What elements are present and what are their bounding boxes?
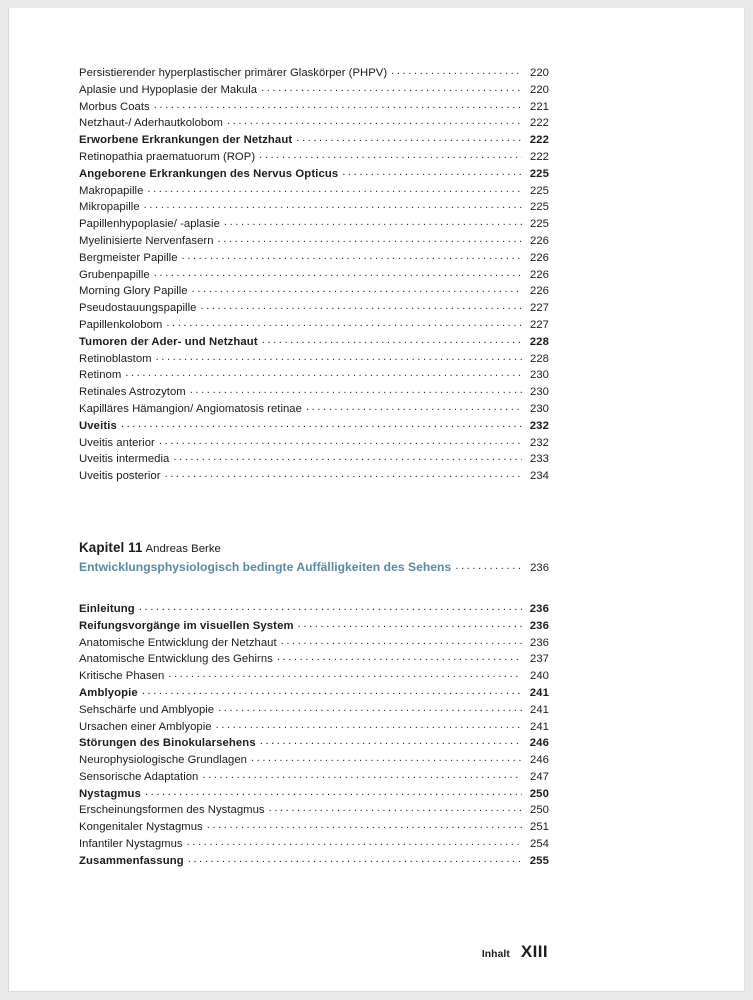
toc-entry[interactable] xyxy=(79,351,549,368)
toc-entry-page-number: 255 xyxy=(529,854,549,867)
toc-entry-label: Tumoren der Ader- und Netzhaut xyxy=(79,335,258,348)
toc-entry-label: Netzhaut-/ Aderhautkolobom xyxy=(79,117,223,130)
toc-entry-label: Uveitis posterior xyxy=(79,470,161,483)
toc-entry[interactable] xyxy=(79,853,549,870)
toc-entry-label: Nystagmus xyxy=(79,787,141,800)
toc-entry-page-number: 236 xyxy=(529,602,549,615)
dot-leader xyxy=(173,451,522,462)
toc-entry-page-number: 241 xyxy=(530,703,549,716)
toc-entry[interactable] xyxy=(79,702,549,719)
dot-leader xyxy=(166,317,522,328)
toc-entry-page-number: 241 xyxy=(529,686,549,699)
toc-entry-page-number: 228 xyxy=(530,352,549,365)
dot-leader xyxy=(259,149,522,160)
toc-entry-page-number: 232 xyxy=(529,419,549,432)
toc-entry-label: Uveitis anterior xyxy=(79,436,155,449)
toc-entry-page-number: 237 xyxy=(530,653,549,666)
toc-entry[interactable] xyxy=(79,115,549,132)
dot-leader xyxy=(200,300,522,311)
dot-leader xyxy=(139,601,522,612)
toc-entry[interactable] xyxy=(79,300,549,317)
chapter-title-spacer xyxy=(79,579,549,601)
toc-section-continued xyxy=(79,65,549,485)
toc-entry[interactable] xyxy=(79,132,549,149)
dot-leader xyxy=(154,267,522,278)
toc-entry[interactable] xyxy=(79,752,549,769)
toc-entry-page-number: 225 xyxy=(530,218,549,231)
toc-entry[interactable] xyxy=(79,769,549,786)
toc-entry-page-number: 233 xyxy=(530,453,549,466)
toc-entry-label: Bergmeister Papille xyxy=(79,251,178,264)
dot-leader xyxy=(142,685,522,696)
toc-entry[interactable] xyxy=(79,166,549,183)
toc-entry[interactable] xyxy=(79,199,549,216)
toc-entry-label: Retinom xyxy=(79,369,122,382)
toc-entry[interactable] xyxy=(79,601,549,618)
dot-leader xyxy=(260,735,522,746)
toc-entry-page-number: 232 xyxy=(530,436,549,449)
document-page xyxy=(8,8,745,992)
dot-leader xyxy=(154,99,522,110)
toc-entry-label: Morning Glory Papille xyxy=(79,285,188,298)
toc-entry-label: Kritische Phasen xyxy=(79,670,165,683)
dot-leader xyxy=(306,401,522,412)
chapter-title-page-number: 236 xyxy=(530,561,549,574)
toc-entry-page-number: 226 xyxy=(530,285,549,298)
dot-leader xyxy=(145,786,522,797)
dot-leader xyxy=(269,802,522,813)
toc-entry[interactable] xyxy=(79,149,549,166)
toc-entry-label: Pseudostauungspapille xyxy=(79,302,197,315)
toc-entry-label: Infantiler Nystagmus xyxy=(79,838,183,851)
dot-leader xyxy=(227,115,522,126)
dot-leader xyxy=(455,559,522,571)
toc-entry-page-number: 222 xyxy=(529,134,549,147)
toc-entry-label: Retinales Astrozytom xyxy=(79,386,186,399)
toc-entry-page-number: 250 xyxy=(529,787,549,800)
dot-leader xyxy=(168,668,522,679)
toc-entry-label: Störungen des Binokularsehens xyxy=(79,737,256,750)
toc-entry-label: Ursachen einer Amblyopie xyxy=(79,720,212,733)
toc-entry[interactable] xyxy=(79,668,549,685)
toc-entry-page-number: 250 xyxy=(530,804,549,817)
toc-entry[interactable] xyxy=(79,651,549,668)
toc-content xyxy=(79,65,549,870)
chapter-author: Andreas Berke xyxy=(145,542,221,555)
toc-entry-page-number: 236 xyxy=(529,619,549,632)
dot-leader xyxy=(165,468,523,479)
toc-entry[interactable] xyxy=(79,183,549,200)
toc-entry[interactable] xyxy=(79,267,549,284)
dot-leader xyxy=(216,719,522,730)
chapter-title-entry[interactable] xyxy=(79,559,549,579)
toc-entry[interactable] xyxy=(79,451,549,468)
dot-leader xyxy=(147,183,522,194)
dot-leader xyxy=(251,752,522,763)
toc-entry-page-number: 234 xyxy=(530,470,549,483)
toc-entry-label: Sensorische Adaptation xyxy=(79,770,199,783)
toc-entry-page-number: 246 xyxy=(529,737,549,750)
toc-entry-label: Kongenitaler Nystagmus xyxy=(79,821,203,834)
dot-leader xyxy=(281,635,522,646)
toc-entry-page-number: 236 xyxy=(530,636,549,649)
toc-entry[interactable] xyxy=(79,401,549,418)
toc-entry[interactable] xyxy=(79,802,549,819)
toc-entry-label: Einleitung xyxy=(79,602,135,615)
toc-entry-label: Amblyopie xyxy=(79,686,138,699)
toc-entry-page-number: 226 xyxy=(530,234,549,247)
toc-entry[interactable] xyxy=(79,618,549,635)
toc-entry[interactable] xyxy=(79,233,549,250)
toc-entry-label: Erscheinungsformen des Nystagmus xyxy=(79,804,265,817)
toc-entry-label: Kapilläres Hämangion/ Angiomatosis retinae xyxy=(79,402,302,415)
toc-entry-label: Papillenhypoplasie/ -aplasie xyxy=(79,218,220,231)
toc-entry-page-number: 228 xyxy=(529,335,549,348)
toc-entry-page-number: 254 xyxy=(530,838,549,851)
footer-label: Inhalt xyxy=(481,949,510,960)
toc-entry[interactable] xyxy=(79,99,549,116)
toc-entry-page-number: 227 xyxy=(530,318,549,331)
toc-entry-page-number: 225 xyxy=(530,201,549,214)
toc-entry[interactable] xyxy=(79,65,549,82)
toc-entry-page-number: 225 xyxy=(529,167,549,180)
toc-entry-label: Grubenpapille xyxy=(79,268,150,281)
dot-leader xyxy=(156,351,522,362)
toc-entry-label: Reifungsvorgänge im visuellen System xyxy=(79,619,294,632)
dot-leader xyxy=(144,199,522,210)
dot-leader xyxy=(192,283,522,294)
toc-entry[interactable] xyxy=(79,317,549,334)
toc-entry[interactable] xyxy=(79,819,549,836)
footer-page-number: XIII xyxy=(520,942,548,961)
toc-entry-label: Myelinisierte Nervenfasern xyxy=(79,234,214,247)
toc-entry-page-number: 225 xyxy=(530,184,549,197)
toc-entry-page-number: 251 xyxy=(530,821,549,834)
toc-entry-label: Sehschärfe und Amblyopie xyxy=(79,703,215,716)
dot-leader xyxy=(224,216,522,227)
dot-leader xyxy=(188,853,522,864)
toc-entry-label: Makropapille xyxy=(79,184,144,197)
toc-entry-page-number: 247 xyxy=(530,770,549,783)
section-spacer xyxy=(79,485,549,540)
dot-leader xyxy=(207,819,522,830)
toc-entry[interactable] xyxy=(79,786,549,803)
toc-entry[interactable] xyxy=(79,216,549,233)
toc-entry[interactable] xyxy=(79,418,549,435)
toc-entry[interactable] xyxy=(79,836,549,853)
toc-entry-label: Zusammenfassung xyxy=(79,854,184,867)
toc-entry-page-number: 241 xyxy=(530,720,549,733)
toc-entry-label: Neurophysiologische Grundlagen xyxy=(79,754,247,767)
toc-entry-page-number: 220 xyxy=(530,83,549,96)
toc-entry-page-number: 221 xyxy=(530,100,549,113)
chapter-title-label: Entwicklungsphysiologisch bedingte Auffälligkeiten des Sehens xyxy=(79,559,452,574)
toc-entry[interactable] xyxy=(79,685,549,702)
toc-entry-page-number: 230 xyxy=(530,402,549,415)
toc-entry[interactable] xyxy=(79,82,549,99)
toc-entry-page-number: 246 xyxy=(530,754,549,767)
dot-leader xyxy=(262,334,522,345)
dot-leader xyxy=(202,769,522,780)
toc-entry-page-number: 227 xyxy=(530,302,549,315)
toc-entry[interactable] xyxy=(79,367,549,384)
dot-leader xyxy=(182,250,522,261)
dot-leader xyxy=(218,233,522,244)
toc-entry-label: Anatomische Entwicklung des Gehirns xyxy=(79,653,273,666)
toc-entry[interactable] xyxy=(79,334,549,351)
dot-leader xyxy=(298,618,522,629)
toc-entry-label: Retinopathia praematuorum (ROP) xyxy=(79,150,256,163)
toc-entry-label: Uveitis intermedia xyxy=(79,453,170,466)
toc-entry-label: Aplasie und Hypoplasie der Makula xyxy=(79,83,258,96)
toc-entry-label: Mikropapille xyxy=(79,201,140,214)
toc-entry-label: Anatomische Entwicklung der Netzhaut xyxy=(79,636,277,649)
toc-entry[interactable] xyxy=(79,635,549,652)
toc-entry-page-number: 230 xyxy=(530,386,549,399)
toc-entry-label: Persistierender hyperplastischer primärer Glaskörper (PHPV) xyxy=(79,67,388,79)
toc-entry[interactable] xyxy=(79,735,549,752)
toc-entry-page-number: 240 xyxy=(530,670,549,683)
dot-leader xyxy=(277,651,522,662)
toc-entry-page-number: 222 xyxy=(530,150,549,163)
dot-leader xyxy=(121,418,522,429)
dot-leader xyxy=(218,702,522,713)
toc-entry[interactable] xyxy=(79,283,549,300)
dot-leader xyxy=(190,384,522,395)
chapter-heading xyxy=(79,540,549,559)
toc-entry[interactable] xyxy=(79,250,549,267)
toc-entry[interactable] xyxy=(79,384,549,401)
dot-leader xyxy=(391,65,522,76)
toc-entry-page-number: 226 xyxy=(530,268,549,281)
toc-entry-page-number: 230 xyxy=(530,369,549,382)
dot-leader xyxy=(187,836,522,847)
toc-entry[interactable] xyxy=(79,719,549,736)
toc-entry-page-number: 220 xyxy=(530,67,549,79)
dot-leader xyxy=(159,435,522,446)
toc-entry[interactable] xyxy=(79,468,549,485)
page-footer xyxy=(9,942,744,962)
dot-leader xyxy=(125,367,522,378)
toc-entry-page-number: 226 xyxy=(530,251,549,264)
toc-entry-label: Papillenkolobom xyxy=(79,318,163,331)
toc-section-chapter11 xyxy=(79,601,549,870)
toc-entry-label: Morbus Coats xyxy=(79,100,150,113)
toc-entry-label: Retinoblastom xyxy=(79,352,152,365)
toc-entry-page-number: 222 xyxy=(530,117,549,130)
toc-entry-label: Erworbene Erkrankungen der Netzhaut xyxy=(79,134,293,147)
toc-entry-label: Angeborene Erkrankungen des Nervus Opticus xyxy=(79,167,339,180)
chapter-number: Kapitel 11 xyxy=(79,539,143,555)
dot-leader xyxy=(342,166,522,177)
dot-leader xyxy=(296,132,522,143)
toc-entry-label: Uveitis xyxy=(79,419,117,432)
toc-entry[interactable] xyxy=(79,435,549,452)
dot-leader xyxy=(261,82,522,93)
